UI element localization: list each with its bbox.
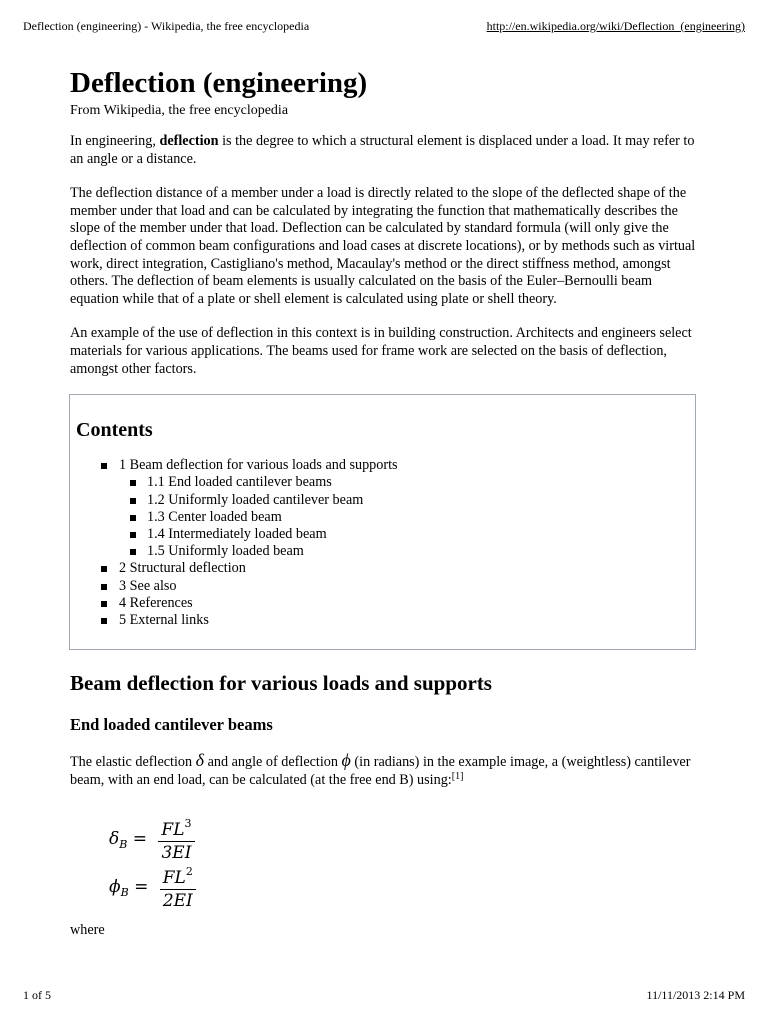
subsection-heading: End loaded cantilever beams (70, 715, 273, 735)
table-of-contents (69, 394, 696, 650)
formula-lhs: $\delta_B$ = (109, 829, 147, 851)
toc-item-3[interactable]: 3 See also (76, 578, 689, 595)
cantilever-paragraph (70, 752, 700, 789)
deflection-paragraph: The deflection distance of a member under a load is directly related to the slope of the deflected shape of the member under that load and can be calculated by integrating the function that mathematically describes the slope of the member under that load. Deflection can be calculated by standard formula (will only give the deflection of common beam configurations and load cases at discrete locations), or by methods such as virtual work, direct integration, Castigliano's method, Macaulay's method or the direct stiffness method, amongst others. The deflection of beam elements is usually calculated on the basis of the Euler–Bernoulli beam equation while that of a plate or shell element is calculated using plate or shell theory. (70, 185, 696, 307)
print-timestamp: 11/11/2013 2:14 PM (646, 988, 745, 1002)
cantilever-text-b: and angle of deflection (204, 754, 342, 771)
toc-item-1-5[interactable]: 1.5 Uniformly loaded beam (76, 543, 689, 560)
formula-numerator: $FL^2$ (160, 865, 196, 890)
intro-paragraph (70, 133, 700, 168)
cantilever-text-a: The elastic deflection (70, 754, 196, 771)
formula-fraction (160, 865, 196, 911)
example-paragraph: An example of the use of deflection in this context is in building construction. Architects and engineers select materials for various applications. The beams used for frame work are selected on the basis of deflection, amongst other factors. (70, 325, 692, 377)
deflection-formula (109, 817, 195, 863)
toc-item-2[interactable]: 2 Structural deflection (76, 560, 689, 577)
reference-link[interactable]: [1] (451, 770, 464, 782)
toc-heading: Contents (76, 419, 153, 442)
article-body (70, 64, 700, 789)
toc-item-1-4[interactable]: 1.4 Intermediately loaded beam (76, 526, 689, 543)
page-number: 1 of 5 (23, 988, 51, 1002)
angle-formula (109, 865, 196, 911)
phi-symbol: ϕ (341, 750, 351, 771)
page-subtitle: From Wikipedia, the free encyclopedia (70, 103, 289, 118)
toc-item-1-3[interactable]: 1.3 Center loaded beam (76, 509, 689, 526)
toc-list (76, 457, 689, 629)
formula-denominator: 3EI (161, 843, 192, 863)
formula-numerator: $FL^3$ (158, 817, 194, 842)
section-heading: Beam deflection for various loads and supports (70, 671, 492, 696)
toc-item-1[interactable]: 1 Beam deflection for various loads and supports (76, 457, 689, 474)
toc-item-4[interactable]: 4 References (76, 595, 689, 612)
cantilever-text-c: (in radians) in the example image, a (weightless) cantilever beam, with an end load, can be calculated (at the free end B) using: (70, 754, 691, 788)
toc-item-1-2[interactable]: 1.2 Uniformly loaded cantilever beam (76, 492, 689, 509)
formula-fraction (158, 817, 194, 863)
where-text: where (70, 922, 105, 938)
formula-lhs: $\phi_B$ = (109, 877, 149, 899)
intro-text-start: In engineering, (70, 133, 160, 149)
browser-page-title: Deflection (engineering) - Wikipedia, the free encyclopedia (23, 19, 310, 33)
intro-bold-term: deflection (159, 133, 219, 149)
delta-symbol: δ (195, 750, 205, 771)
page-url-link[interactable]: http://en.wikipedia.org/wiki/Deflection_(engineering) (486, 19, 745, 33)
toc-item-1-1[interactable]: 1.1 End loaded cantilever beams (76, 474, 689, 491)
intro-text-end: is the degree to which a structural element is displaced under a load. It may refer to an angle or a distance. (70, 133, 695, 167)
toc-item-5[interactable]: 5 External links (76, 612, 689, 629)
formula-denominator: 2EI (162, 891, 193, 911)
page-title: Deflection (engineering) (70, 67, 368, 99)
